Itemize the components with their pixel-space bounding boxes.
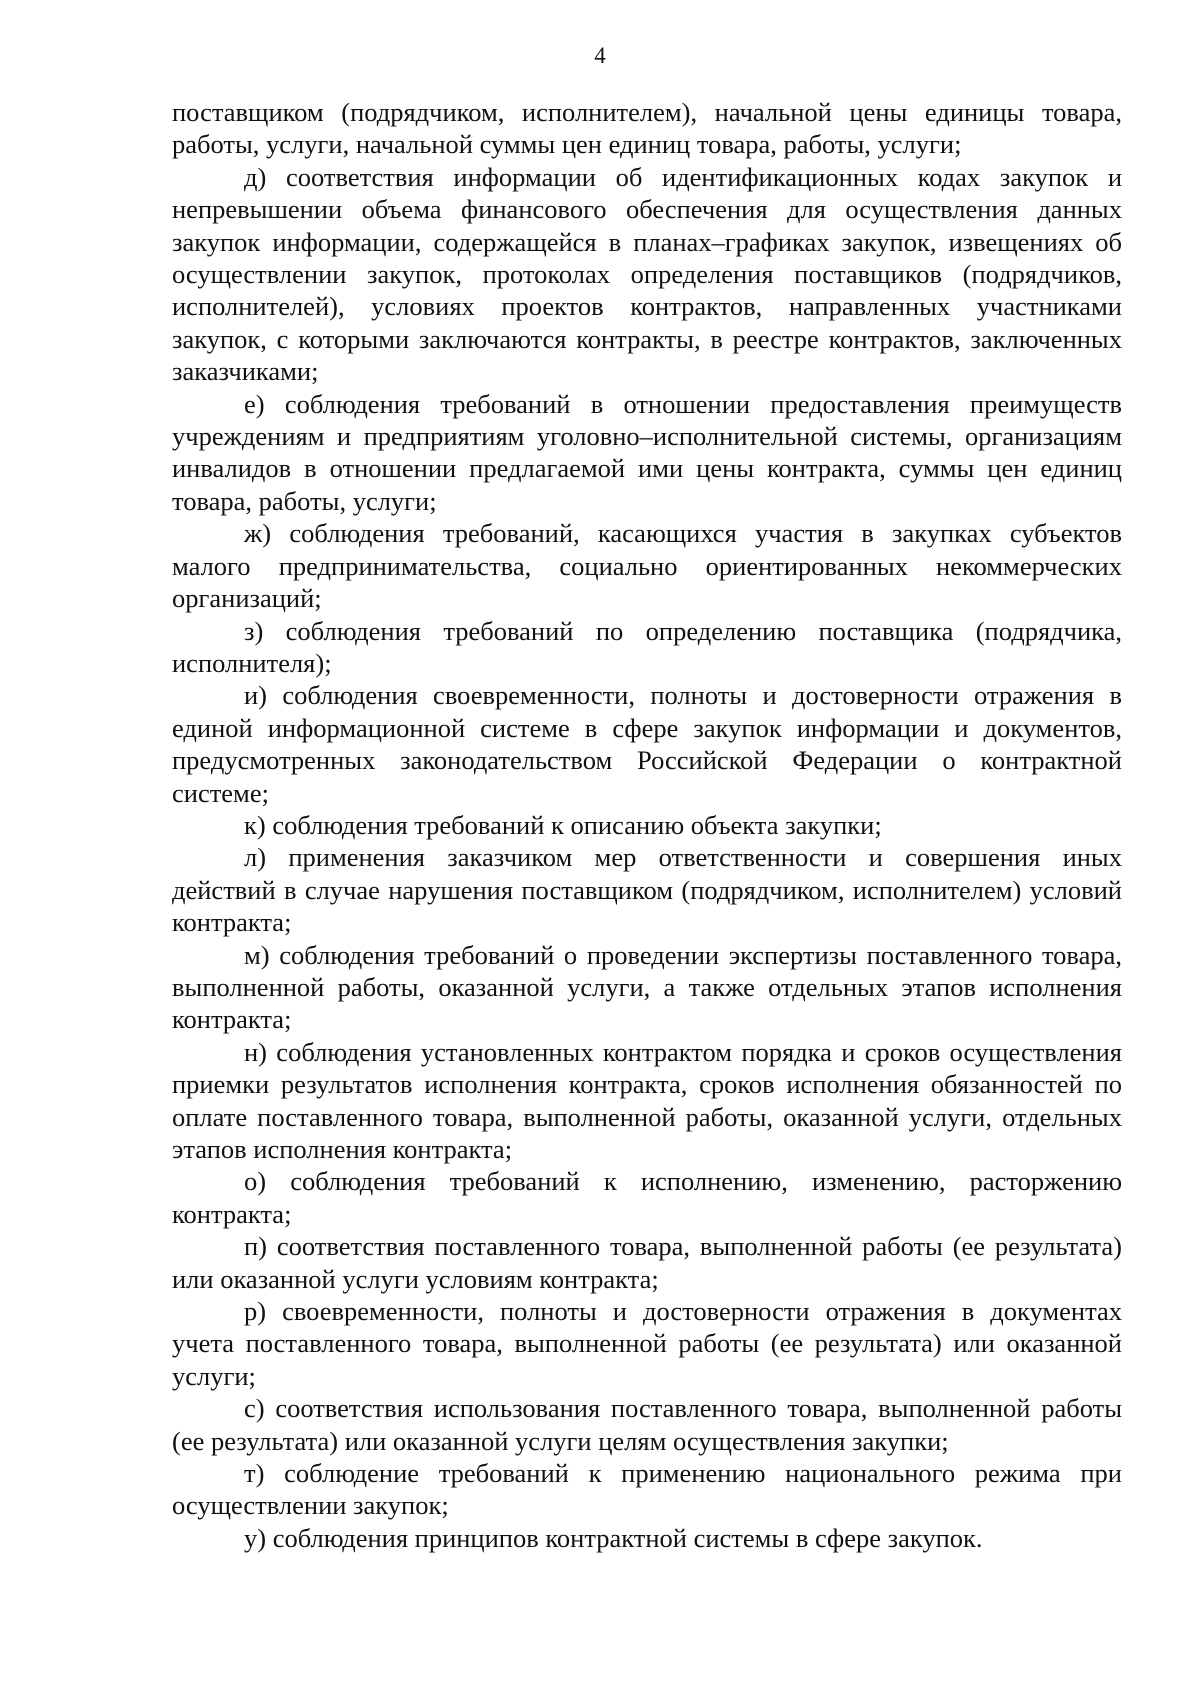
paragraph-item-zh: ж) соблюдения требований, касающихся участия в закупках субъектов малого предпринимательства, социально ориентированных некоммерческих организаций; [172,518,1122,614]
paragraph-item-i: и) соблюдения своевременности, полноты и достоверности отражения в единой информационной системе в сфере закупок информации и документов, предусмотренных законодательством Российской Федерации о контрактной системе; [172,680,1122,808]
paragraph-item-o: о) соблюдения требований к исполнению, изменению, расторжению контракта; [172,1166,1122,1229]
paragraph-item-u: у) соблюдения принципов контрактной системы в сфере закупок. [244,1522,983,1553]
paragraph-item-s: с) соответствия использования поставленного товара, выполненной работы (ее результата) или оказанной услуги целям осуществления закупки; [172,1393,1122,1456]
paragraph-item-k: к) соблюдения требований к описанию объекта закупки; [244,809,882,840]
paragraph-item-z: з) соблюдения требований по определению поставщика (подрядчика, исполнителя); [172,615,1122,678]
paragraph-item-r: р) своевременности, полноты и достоверности отражения в документах учета поставленного товара, выполненной работы (ее результата) или оказанной услуги; [172,1296,1122,1391]
paragraph-item-m: м) соблюдения требований о проведении экспертизы поставленного товара, выполненной работы, оказанной услуги, а также отдельных этапов исполнения контракта; [172,939,1122,1035]
paragraph-item-n: н) соблюдения установленных контрактом порядка и сроков осуществления приемки результатов исполнения контракта, сроков исполнения обязанностей по оплате поставленного товара, выполненной работы, оказанной услуги, отдельных этапов исполнения контракта; [172,1036,1122,1164]
paragraph-item-l: л) применения заказчиком мер ответственности и совершения иных действий в случае нарушения поставщиком (подрядчиком, исполнителем) условий контракта; [172,842,1122,938]
paragraph-item-e: е) соблюдения требований в отношении предоставления преимуществ учреждениям и предприятиям уголовно–исполнительной системы, организациям инвалидов в отношении предлагаемой ими цены контракта, суммы цен единиц товара, работы, услуги; [172,388,1122,516]
paragraph-item-t: т) соблюдение требований к применению национального режима при осуществлении закупок; [172,1458,1122,1521]
page-number: 4 [594,43,606,68]
paragraph-item-p: п) соответствия поставленного товара, выполненной работы (ее результата) или оказанной услуги условиям контракта; [172,1231,1122,1294]
paragraph-item-d: д) соответствия информации об идентификационных кодах закупок и непревышении объема финансового обеспечения для осуществления данных закупок информации, содержащейся в планах–графиках закупок, извещениях об осуществлении закупок, протоколах определения поставщиков (подрядчиков, исполнителей), условиях проектов контрактов, направленных участниками закупок, с которыми заключаются контракты, в реестре контрактов, заключенных заказчиками; [172,161,1122,387]
document-body [172,96,1122,1554]
paragraph-continuation: поставщиком (подрядчиком, исполнителем), начальной цены единицы товара, работы, услуги, начальной суммы цен единиц товара, работы, услуги; [172,97,1122,160]
